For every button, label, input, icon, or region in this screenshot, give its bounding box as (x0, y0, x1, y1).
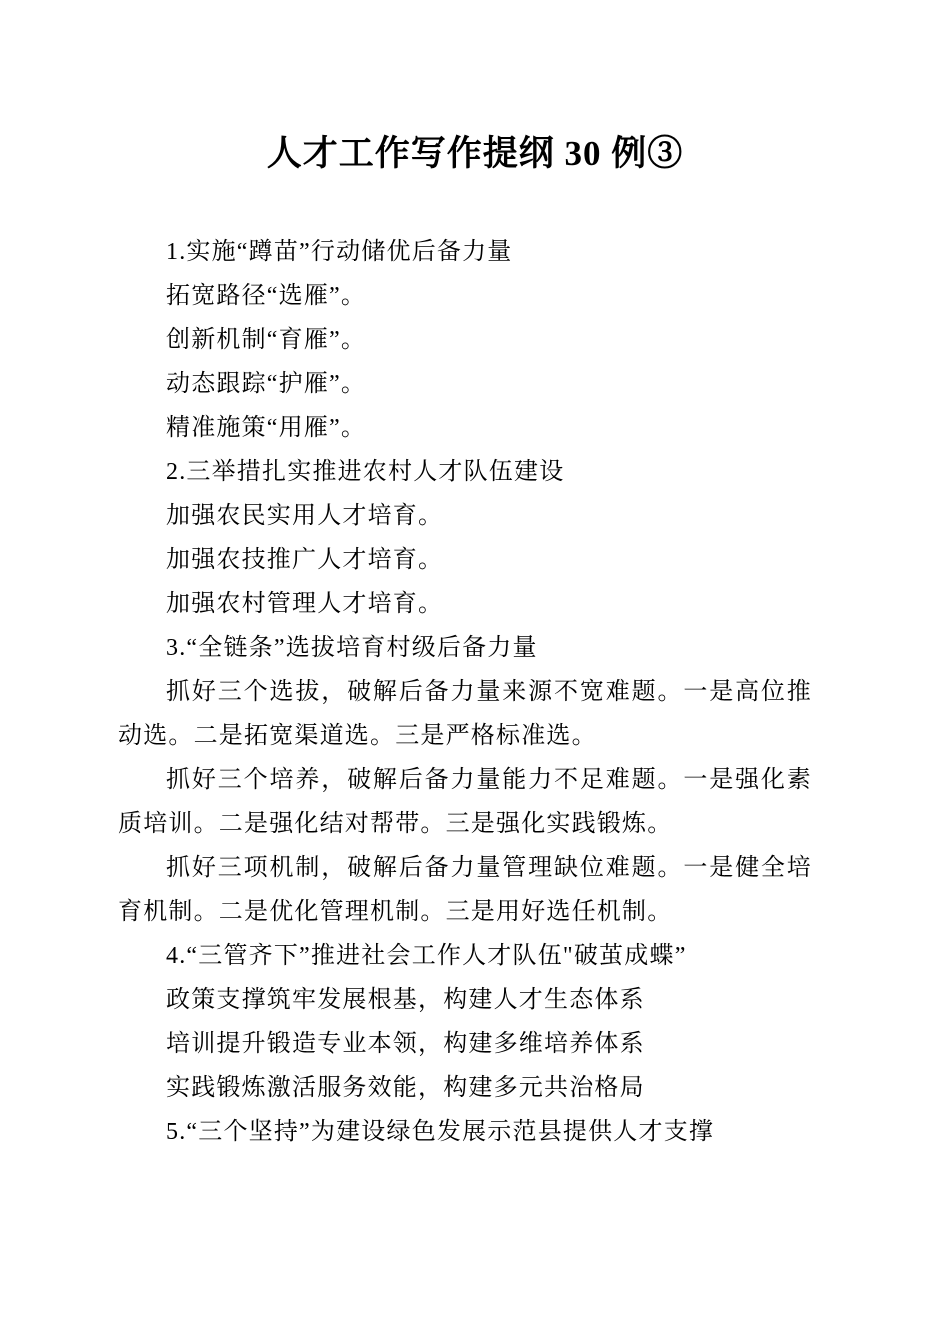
item-2-heading: 2.三举措扎实推进农村人才队伍建设 (166, 459, 565, 485)
item-1-heading: 1.实施“蹲苗”行动储优后备力量 (166, 239, 513, 265)
item-3-point-1: 抓好三个选拔，破解后备力量来源不宽难题。一是高位推动选。二是拓宽渠道选。三是严格标准选。 (118, 679, 812, 749)
item-1-point-4: 精准施策“用雁”。 (166, 415, 367, 441)
item-3-point-3: 抓好三项机制，破解后备力量管理缺位难题。一是健全培育机制。二是优化管理机制。三是用好选任机制。 (118, 855, 812, 925)
item-4-point-2: 培训提升锻造专业本领，构建多维培养体系 (166, 1031, 645, 1057)
document-body (118, 230, 812, 1154)
item-4-heading: 4.“三管齐下”推进社会工作人才队伍"破茧成蝶” (166, 943, 687, 969)
item-5-heading: 5.“三个坚持”为建设绿色发展示范县提供人才支撑 (166, 1119, 715, 1145)
item-1-point-3: 动态跟踪“护雁”。 (166, 371, 367, 397)
item-1-point-1: 拓宽路径“选雁”。 (166, 283, 367, 309)
item-2-point-2: 加强农技推广人才培育。 (166, 547, 444, 573)
item-1-point-2: 创新机制“育雁”。 (166, 327, 367, 353)
item-2-point-1: 加强农民实用人才培育。 (166, 503, 444, 529)
item-4-point-3: 实践锻炼激活服务效能，构建多元共治格局 (166, 1075, 645, 1101)
item-3-heading: 3.“全链条”选拔培育村级后备力量 (166, 635, 538, 661)
item-3-point-2: 抓好三个培养，破解后备力量能力不足难题。一是强化素质培训。二是强化结对帮带。三是强化实践锻炼。 (118, 767, 812, 837)
item-4-point-1: 政策支撑筑牢发展根基，构建人才生态体系 (166, 987, 645, 1013)
document-title: 人才工作写作提纲 30 例③ (266, 134, 684, 173)
item-2-point-3: 加强农村管理人才培育。 (166, 591, 444, 617)
